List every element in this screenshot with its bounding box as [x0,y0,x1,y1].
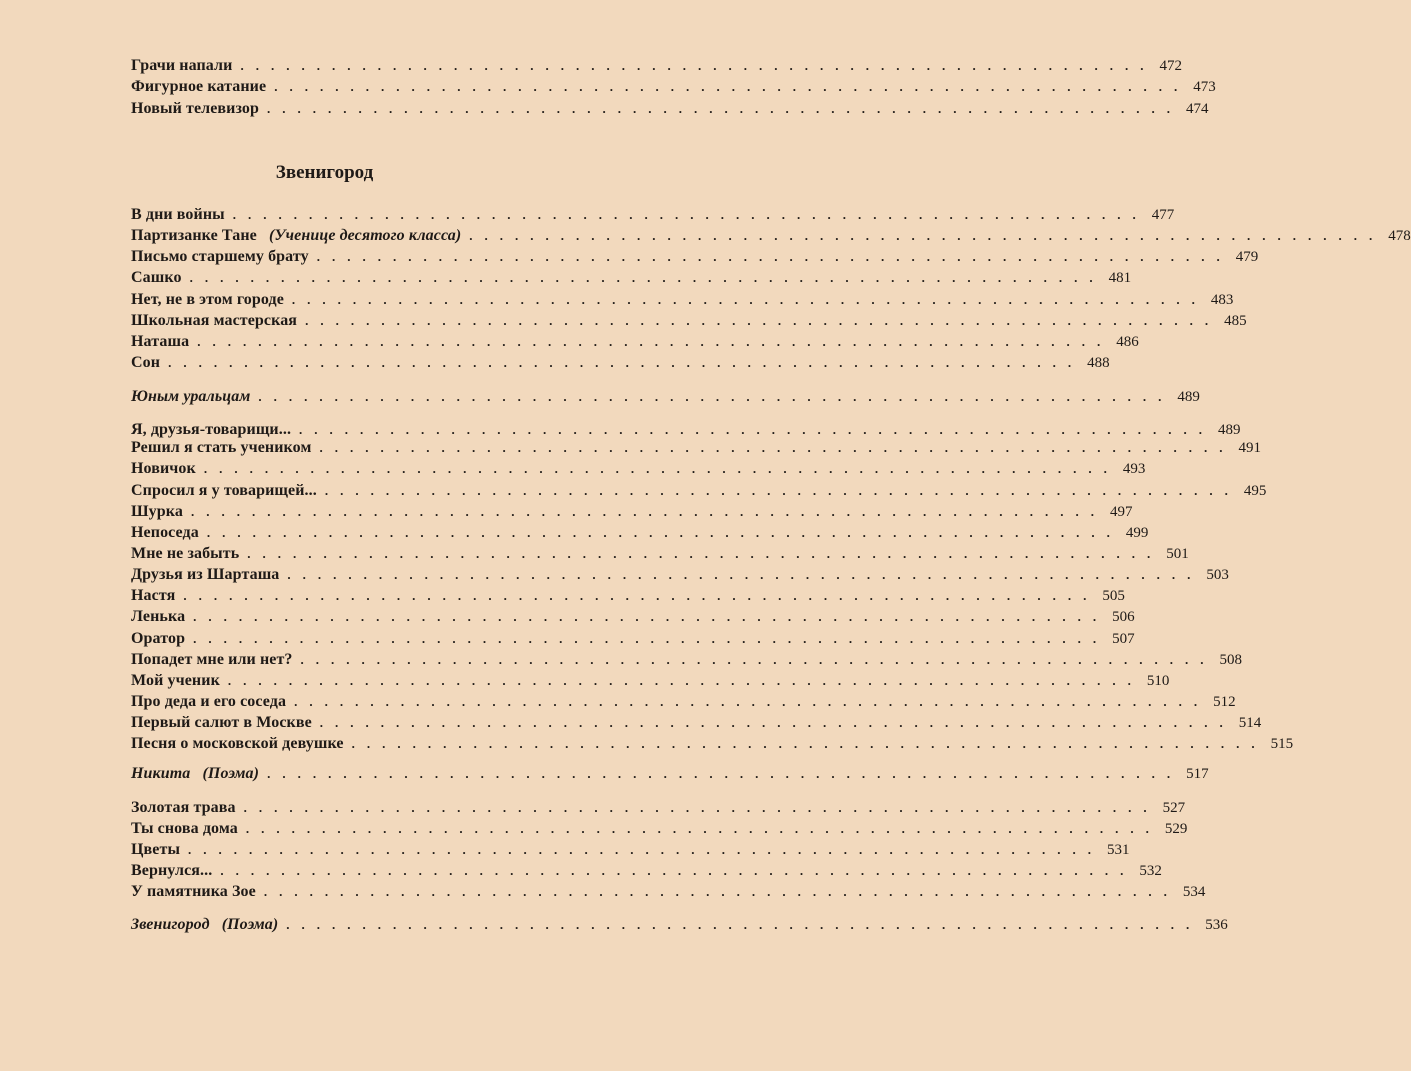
toc-entry-page: 483 [1210,292,1234,308]
toc-entry [131,670,1170,692]
toc-entry [131,225,1411,247]
dot-leader: ............................................................ [319,440,1235,455]
toc-entry [131,246,1259,268]
dot-leader: ............................................................ [188,842,1104,857]
toc-entry [131,480,1267,502]
dot-leader: ............................................................ [300,652,1216,667]
toc-entry [131,712,1262,734]
dot-leader: ............................................................ [168,355,1084,370]
toc-entry-page: 489 [1218,422,1241,438]
toc-entry-title: Шурка [131,503,183,520]
dot-leader: ............................................................ [183,588,1099,603]
toc-entry [131,352,1110,374]
toc-entry [131,691,1236,713]
dot-leader: ............................................................ [193,631,1109,646]
toc-entry [131,437,1261,459]
toc-entry [131,914,1228,936]
dot-leader: ............................................................ [287,567,1203,582]
toc-entry [131,458,1146,480]
toc-entry-page: 474 [1186,101,1209,117]
toc-entry-title: Наташа [131,333,190,350]
toc-entry [131,628,1135,650]
toc-entry-title: Звенигород (Поэма) [131,916,279,933]
toc-entry [131,501,1133,523]
toc-entry-page: 536 [1205,917,1228,933]
dot-leader: ............................................................ [247,546,1163,561]
toc-entry [131,585,1125,607]
dot-leader: ............................................................ [220,863,1136,878]
toc-entry [131,606,1135,628]
toc-entry-title: Сон [131,354,161,371]
dot-leader: ............................................................ [299,422,1215,437]
toc-entry [131,860,1162,882]
toc-entry-title: Партизанке Тане (Ученице десятого класса) [131,227,462,244]
dot-leader: ............................................................ [274,79,1190,94]
toc-entry [131,818,1188,840]
toc-entry-title: Новый телевизор [131,100,260,117]
dot-leader: ............................................................ [267,766,1183,781]
toc-entry-title: Сашко [131,269,182,286]
toc-entry [131,839,1130,861]
toc-entry-page: 510 [1146,673,1170,689]
toc-entry-page: 479 [1235,249,1259,265]
toc-entry-page: 472 [1159,58,1182,74]
toc-entry-page: 532 [1139,863,1162,879]
toc-entry-page: 491 [1238,440,1261,456]
toc-entry [131,331,1139,353]
toc-entry-title: Цветы [131,841,181,858]
toc-entry-title: У памятника Зое [131,883,256,900]
toc-entry-page: 506 [1112,609,1135,625]
toc-entry-page: 481 [1108,270,1132,286]
toc-entry-title: Нет, не в этом городе [131,291,284,308]
toc-entry-title: Непоседа [131,524,199,541]
toc-entry-page: 478 [1388,228,1411,244]
dot-leader: ............................................................ [258,389,1174,404]
toc-entry-title: Мне не забыть [131,545,240,562]
dot-leader: ............................................................ [469,228,1385,243]
toc-entry-page: 508 [1219,652,1243,668]
toc-entry-page: 499 [1125,525,1149,541]
toc-entry [131,733,1294,755]
dot-leader: ............................................................ [240,58,1156,73]
toc-entry [131,267,1132,289]
toc-entry-title: Мой ученик [131,672,220,689]
toc-entry-title: Письмо старшему брату [131,248,309,265]
toc-entry-page: 489 [1177,389,1200,405]
toc-entry-page: 477 [1151,207,1175,223]
toc-entry-title: Попадет мне или нет? [131,651,293,668]
toc-entry [131,543,1189,565]
toc-entry-title: Школьная мастерская [131,312,298,329]
dot-leader: ............................................................ [316,249,1232,264]
toc-entry-page: 529 [1164,821,1188,837]
dot-leader: ............................................................ [227,673,1143,688]
toc-entry-title: Решил я стать учеником [131,439,312,456]
toc-entry-page: 512 [1213,694,1236,710]
toc-entry-page: 497 [1109,504,1133,520]
toc-entry-page: 486 [1116,334,1139,350]
toc-entry-title: Вернулся... [131,862,213,879]
toc-entry [131,55,1182,77]
toc-entry-page: 501 [1166,546,1189,562]
toc-entry-title: Ты снова дома [131,820,238,837]
toc-entry-page: 505 [1102,588,1125,604]
dot-leader: ............................................................ [245,821,1161,836]
toc-entry [131,763,1209,785]
toc-entry [131,797,1186,819]
dot-leader: ............................................................ [206,525,1122,540]
toc-entry-subtitle: (Поэма) [217,916,279,933]
dot-leader: ............................................................ [203,461,1119,476]
section-title: Звенигород [275,162,374,183]
toc-entry-title: Настя [131,587,176,604]
toc-entry-page: 493 [1122,461,1146,477]
dot-leader: ............................................................ [243,800,1159,815]
dot-leader: ............................................................ [286,917,1202,932]
toc-entry-title: Оратор [131,630,186,647]
toc-entry-title: Юным уральцам [131,388,251,405]
toc-entry-page: 507 [1112,631,1135,647]
toc-entry-title: Грачи напали [131,57,233,74]
toc-entry [131,98,1209,120]
toc-entry-page: 517 [1186,766,1209,782]
toc-entry [131,289,1234,311]
toc-entry [131,881,1206,903]
toc-entry-title: Новичок [131,460,196,477]
toc-entry-page: 527 [1162,800,1186,816]
dot-leader: ............................................................ [193,609,1109,624]
dot-leader: ............................................................ [263,884,1179,899]
dot-leader: ............................................................ [319,715,1235,730]
toc-entry-page: 515 [1270,736,1294,752]
toc-entry [131,310,1247,332]
dot-leader: ............................................................ [190,504,1106,519]
toc-entry [131,649,1243,671]
toc-entry-title: Никита (Поэма) [131,765,260,782]
toc-entry-page: 488 [1087,355,1110,371]
toc-entry [131,386,1200,408]
dot-leader: ............................................................ [189,270,1105,285]
dot-leader: ............................................................ [232,207,1148,222]
dot-leader: ............................................................ [291,292,1207,307]
toc-entry-title: В дни войны [131,206,225,223]
toc-entry-subtitle: (Поэма) [198,765,260,782]
toc-entry [131,564,1229,586]
toc-entry [131,76,1216,98]
dot-leader: ............................................................ [351,736,1267,751]
toc-entry-title: Первый салют в Москве [131,714,312,731]
toc-entry-page: 534 [1182,884,1206,900]
toc-entry-title: Друзья из Шарташа [131,566,280,583]
toc-entry-title: Про деда и его соседа [131,693,287,710]
toc-entry-page: 495 [1243,483,1267,499]
toc-entry-page: 531 [1107,842,1130,858]
toc-entry-title: Золотая трава [131,799,236,816]
toc-entry-title: Фигурное катание [131,78,267,95]
toc-entry-page: 514 [1238,715,1262,731]
toc-entry-page: 485 [1224,313,1247,329]
dot-leader: ............................................................ [267,101,1183,116]
toc-entry-title: Ленька [131,608,186,625]
toc-entry-title: Я, друзья-товарищи... [131,421,292,438]
toc-entry [131,522,1149,544]
toc-entry-page: 503 [1206,567,1229,583]
toc-entry-page: 473 [1193,79,1216,95]
toc-entry [131,204,1175,226]
dot-leader: ............................................................ [294,694,1210,709]
toc-entry-subtitle: (Ученице десятого класса) [264,227,462,244]
dot-leader: ............................................................ [197,334,1113,349]
toc-entry-title: Спросил я у товарищей... [131,482,317,499]
toc-entry-title: Песня о московской девушке [131,735,344,752]
dot-leader: ............................................................ [305,313,1221,328]
dot-leader: ............................................................ [324,483,1240,498]
